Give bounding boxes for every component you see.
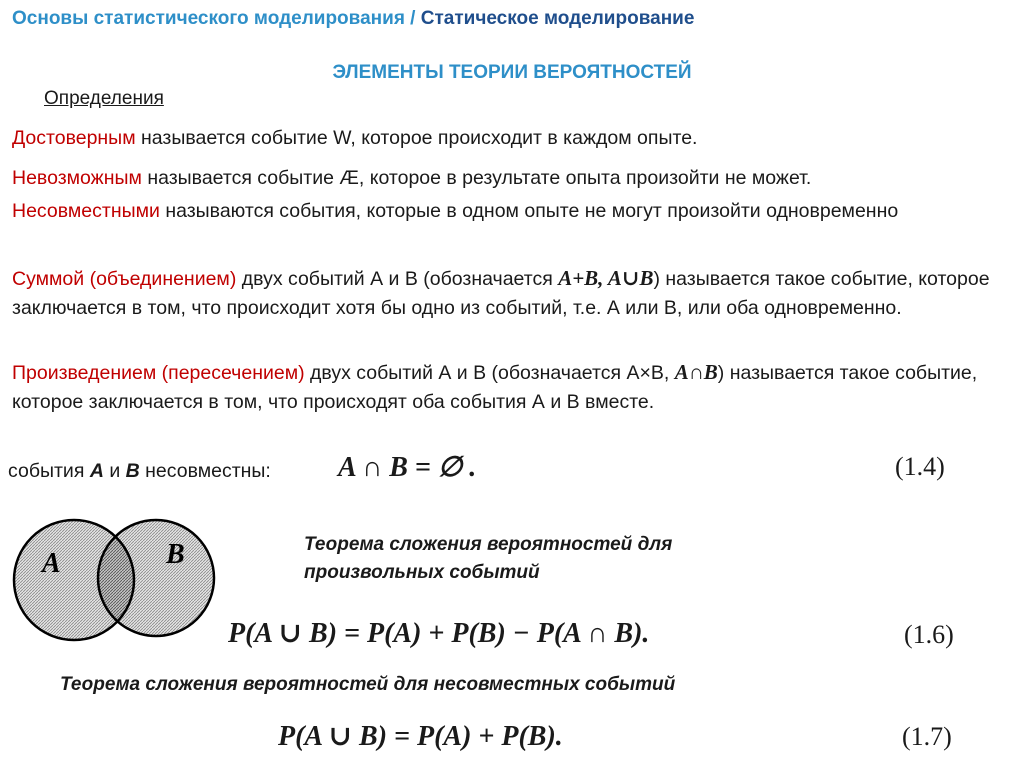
text-product-2: ) называется такое событие, которое заключается в том, что происходят оба события А и В вместе. (12, 362, 978, 413)
venn-label-a: A (42, 548, 61, 579)
term-impossible: Невозможным (12, 167, 142, 189)
notation-sum: A+B, A∪B (558, 266, 654, 290)
theorem-arbitrary (304, 531, 672, 587)
text-impossible: называется событие Æ, которое в результате опыта произойти не может. (141, 167, 812, 189)
eqnum-1-6: (1.6) (904, 620, 954, 649)
incompat-mid: и (103, 460, 126, 482)
formula-1-4: A ∩ B = ∅ . (338, 452, 477, 483)
definition-certain (12, 124, 1012, 153)
incompat-post: несовместны: (139, 460, 271, 482)
text-sum-2: ) называется такое событие, которое заключается в том, что происходит хотя бы одно из событий, т.е. А или В, или оба одновременно. (12, 268, 990, 319)
text-product-1: двух событий А и В (обозначается А×В, (304, 362, 675, 384)
theorem-arbitrary-line1: Теорема сложения вероятностей для (304, 534, 673, 555)
header-course: Основы статистического моделирования / (12, 8, 421, 29)
venn-diagram (8, 508, 220, 652)
term-product: Произведением (пересечением) (12, 362, 305, 384)
definition-impossible (12, 164, 1012, 193)
incompat-b: B (125, 460, 140, 482)
term-incompatible: Несовместными (12, 200, 160, 222)
header-topic: Статическое моделирование (420, 8, 695, 29)
incompat-a: A (89, 460, 104, 482)
formula-1-6: P(A ∪ B) = P(A) + P(B) − P(A ∩ B). (228, 618, 650, 649)
formula-1-7: P(A ∪ B) = P(A) + P(B). (278, 721, 563, 752)
text-certain: называется событие W, которое происходит в каждом опыте. (135, 127, 698, 149)
term-sum: Суммой (объединением) (12, 268, 237, 290)
definition-sum (12, 264, 1012, 323)
definition-product (12, 358, 1012, 417)
section-title: ЭЛЕМЕНТЫ ТЕОРИИ ВЕРОЯТНОСТЕЙ (332, 62, 692, 83)
theorem-incompatible: Теорема сложения вероятностей для несовместных событий (60, 674, 676, 695)
text-sum-1: двух событий А и В (обозначается (236, 268, 559, 290)
incompat-pre: события (8, 460, 90, 482)
eqnum-1-4: (1.4) (895, 452, 945, 481)
theorem-arbitrary-line2: произвольных событий (304, 562, 540, 583)
eqnum-1-7: (1.7) (902, 722, 952, 751)
notation-product: A∩B (674, 360, 718, 384)
venn-label-b: B (166, 539, 185, 570)
definition-incompatible (12, 197, 1012, 226)
subheading-definitions: Определения (44, 88, 164, 109)
text-incompatible: называются события, которые в одном опыте не могут произойти одновременно (159, 200, 899, 222)
slide-header (12, 8, 694, 30)
term-certain: Достоверным (12, 127, 136, 149)
incompatible-statement (8, 460, 271, 483)
